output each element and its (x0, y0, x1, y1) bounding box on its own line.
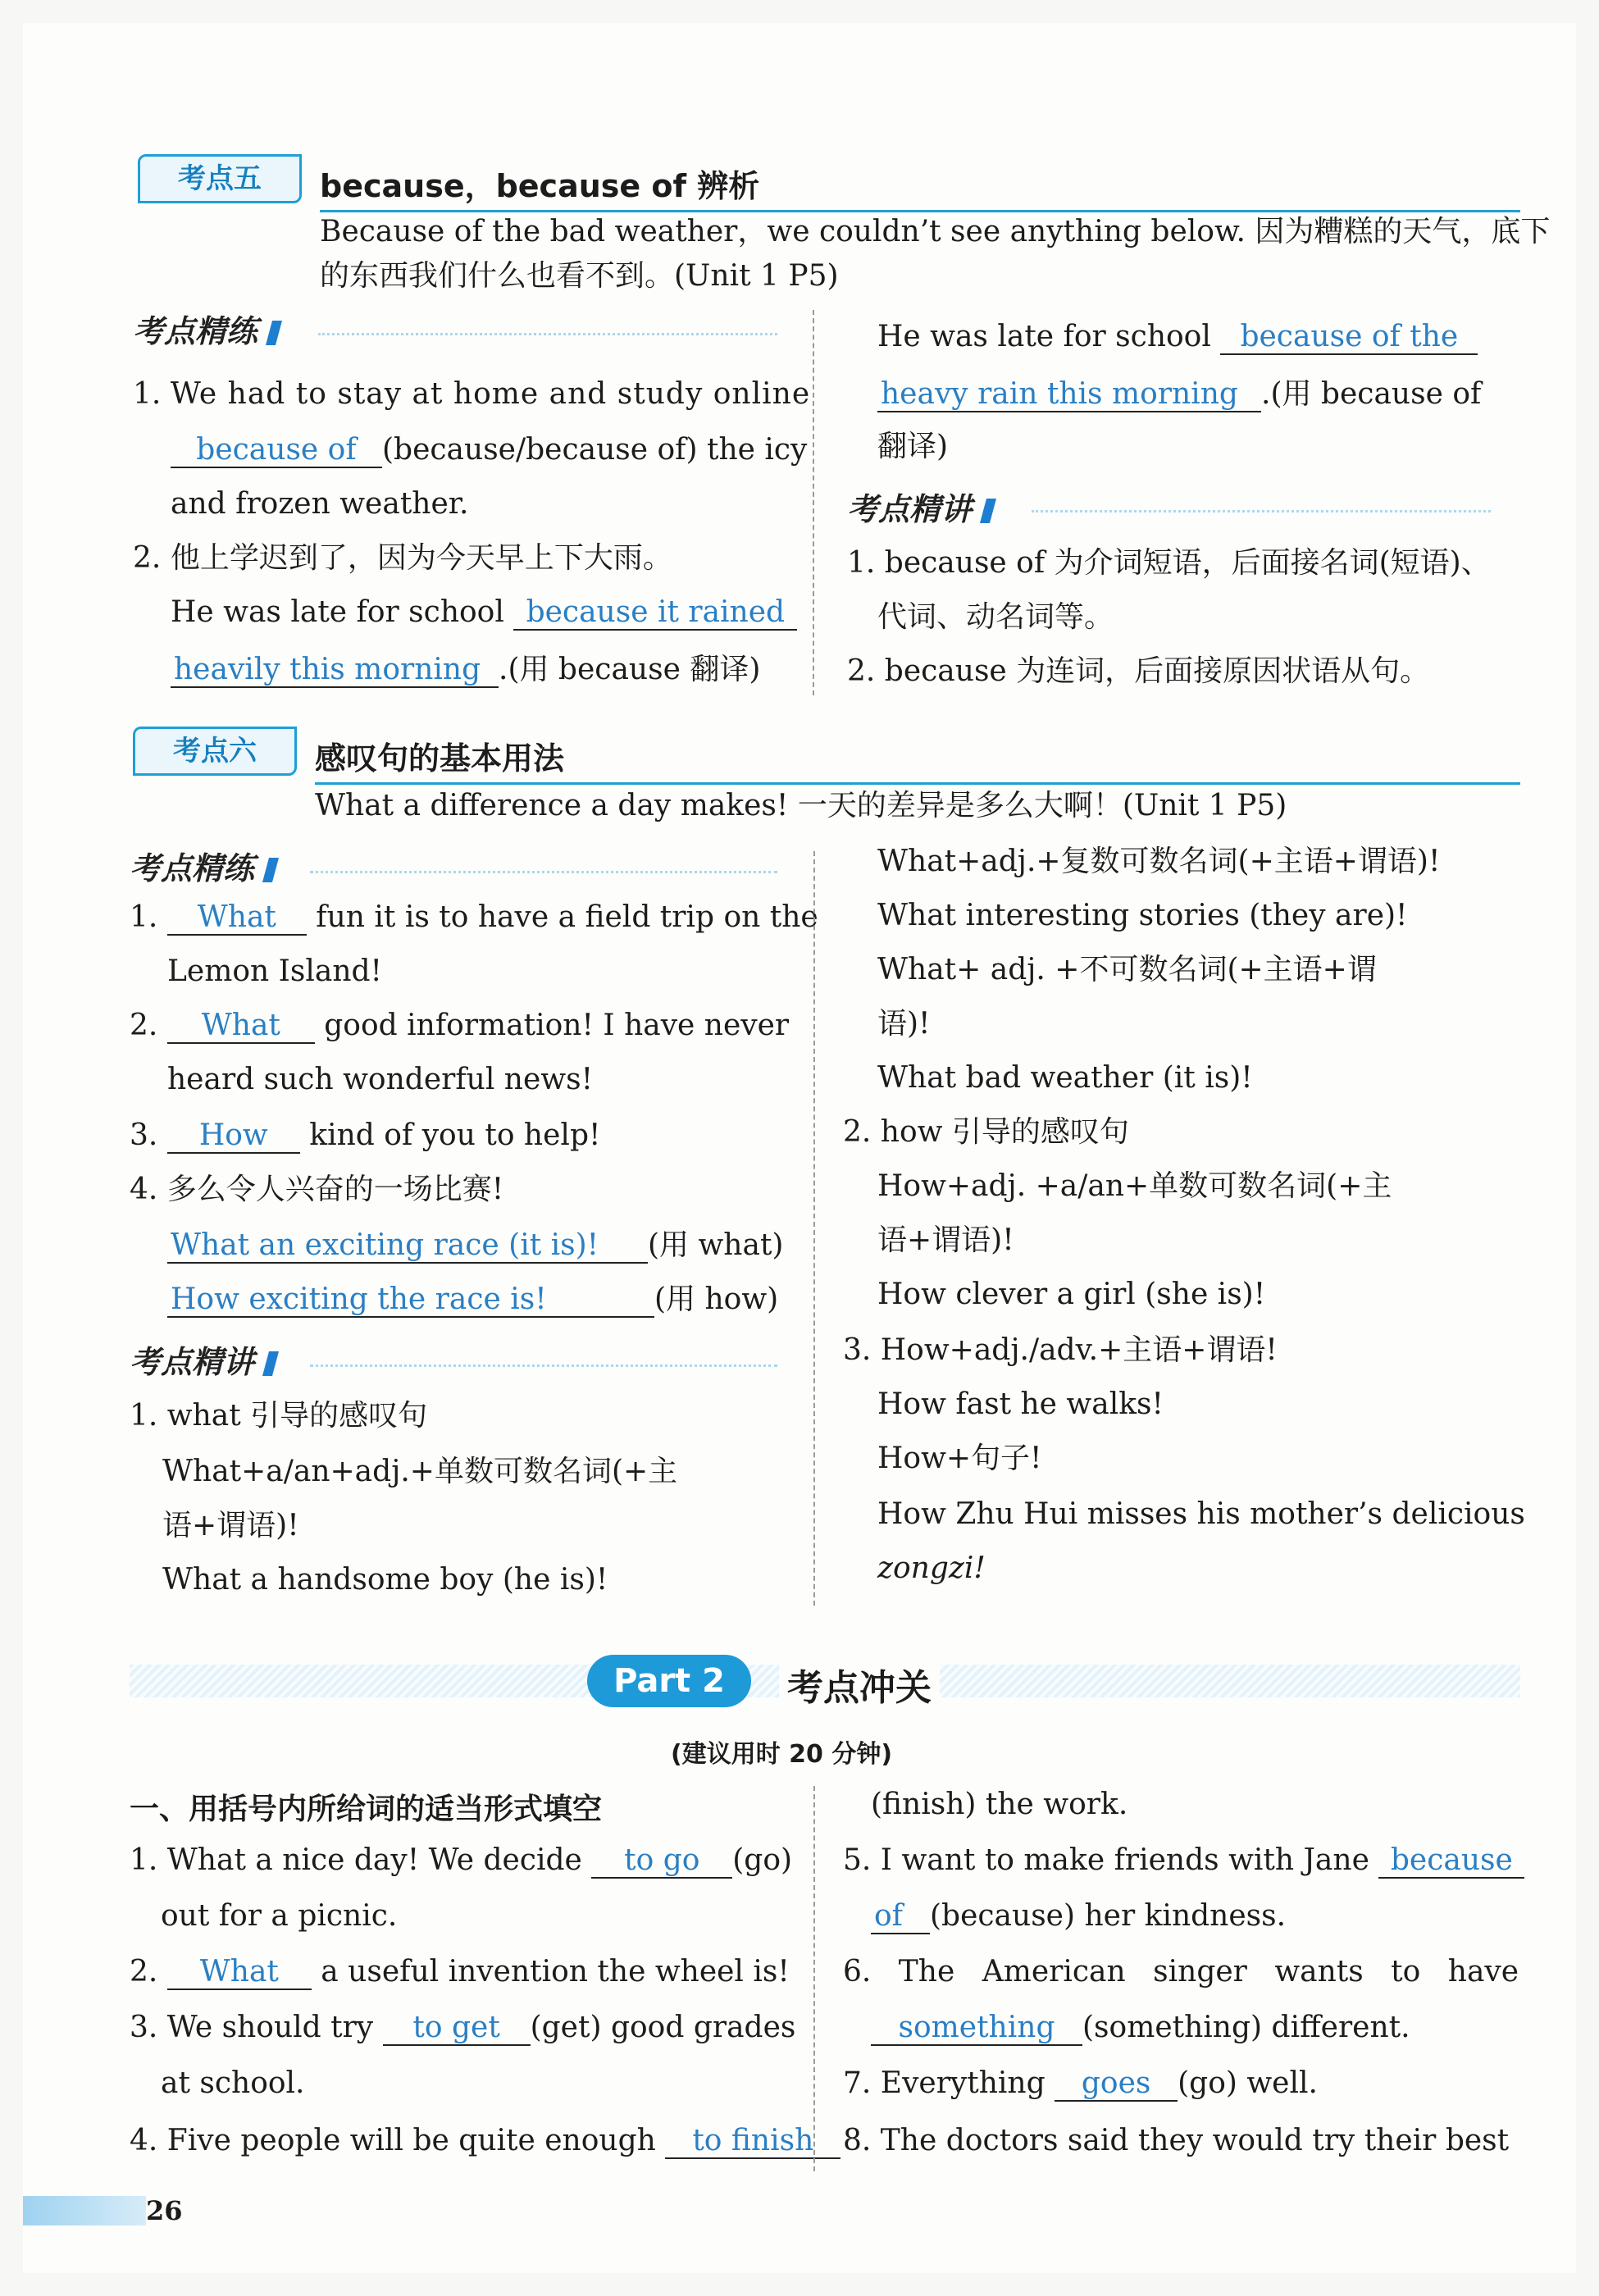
section6-explain-heading: 考点精讲 (130, 1337, 276, 1382)
s5-q2-line3: heavily this morning .(用 because 翻译) (171, 651, 760, 688)
section5-practice-heading: 考点精练 (133, 306, 279, 351)
heading-mark-icon (262, 1351, 279, 1376)
section6-title: 感叹句的基本用法 (315, 740, 565, 777)
p2-q5-line2: of (because) her kindness. (871, 1897, 1286, 1934)
s6-q4-line: 4. 多么令人兴奋的一场比赛! (130, 1173, 504, 1206)
s5-q2b-answer-part1[interactable]: because of the (1220, 320, 1478, 355)
p2-q4-answer[interactable]: to finish (665, 2124, 840, 2159)
p2-q6-line1: 6. The American singer wants to have (843, 1955, 1519, 1988)
footer-bar (23, 2196, 146, 2225)
s6-explain-r1: What+adj.+复数可数名词(+主语+谓语)! (877, 845, 1441, 878)
dotted-divider (310, 1364, 777, 1367)
p2-q1-line1: 1. What a nice day! We decide to go (go) (130, 1842, 792, 1879)
s5-explain-1b: 代词、动名词等。 (877, 600, 1114, 634)
s5-q1-line3: and frozen weather. (171, 487, 469, 521)
s5-q2-right-line2: heavy rain this morning .(用 because of (877, 376, 1481, 412)
s6-q1-line2: Lemon Island! (167, 954, 383, 988)
dotted-divider (1032, 510, 1491, 512)
s5-q1-answer[interactable]: because of (171, 433, 382, 468)
p2-q1-line2: out for a picnic. (161, 1899, 398, 1933)
s5-q2-right-line1: He was late for school because of the (877, 318, 1478, 355)
section5-example-line1: Because of the bad weather，we couldn’t see anything below. 因为糟糕的天气，底下 (320, 215, 1551, 248)
s6-explain-r6: 2. how 引导的感叹句 (843, 1115, 1129, 1149)
s5-q1-line1: 1. We had to stay at home and study online (133, 377, 811, 411)
p2-q3-line1: 3. We should try to get (get) good grades (130, 2009, 795, 2046)
p2-q6-answer[interactable]: something (871, 2011, 1082, 2046)
s5-q2-answer-part1[interactable]: because it rained (513, 595, 797, 631)
s5-q2-line2: He was late for school because it rained (171, 594, 797, 631)
page-number: 26 (146, 2195, 183, 2226)
p2-q5-answer-part1[interactable]: because (1378, 1843, 1524, 1879)
section6-rule (315, 782, 1520, 785)
heading-mark-icon (980, 499, 996, 523)
p2-q5-answer-part2[interactable]: of (871, 1899, 930, 1934)
s6-q4-answer1-line: What an exciting race (it is)! (用 what) (167, 1227, 783, 1264)
s6-explain-l1: 1. what 引导的感叹句 (130, 1399, 428, 1433)
s6-explain-r12: How+句子! (877, 1442, 1042, 1475)
s6-explain-r8: 语+谓语)! (877, 1223, 1014, 1257)
p2-q1-answer[interactable]: to go (591, 1843, 732, 1879)
s6-explain-r14: zongzi! (877, 1551, 986, 1585)
s5-q1-line2: because of (because/because of) the icy (171, 431, 807, 468)
section5-tag: 考点五 (138, 154, 302, 203)
s6-explain-r9: How clever a girl (she is)! (877, 1278, 1266, 1311)
p2-q6-line2: something (something) different. (871, 2009, 1410, 2046)
s6-explain-l3: 语+谓语)! (162, 1509, 299, 1542)
column-divider (813, 310, 814, 695)
part2-time-hint: (建议用时 20 分钟) (671, 1740, 893, 1769)
s6-explain-r2: What interesting stories (they are)! (877, 899, 1408, 932)
s6-q1-answer[interactable]: What (167, 900, 307, 936)
part2-title: 考点冲关 (779, 1658, 940, 1711)
p2-q3-line2: at school. (161, 2066, 305, 2100)
p2-q5-line1: 5. I want to make friends with Jane because (843, 1842, 1524, 1879)
p2-q2-answer[interactable]: What (167, 1955, 312, 1990)
dotted-divider (310, 871, 777, 873)
s6-q4-answer-what[interactable]: What an exciting race (it is)! (167, 1228, 648, 1264)
s6-q2-line1: 2. What good information! I have never (130, 1007, 789, 1044)
p2-q4-continued: (finish) the work. (871, 1788, 1128, 1821)
s6-q4-answer2-line: How exciting the race is! (用 how) (167, 1281, 778, 1318)
s6-explain-r3: What+ adj. +不可数名词(+主语+谓 (877, 953, 1377, 986)
s5-q2-line1: 2. 他上学迟到了，因为今天早上下大雨。 (133, 541, 672, 575)
heading-mark-icon (262, 858, 279, 882)
s6-explain-l2: What+a/an+adj.+单数可数名词(+主 (162, 1455, 678, 1488)
workbook-page (23, 23, 1576, 2273)
s6-explain-r10: 3. How+adj./adv.+主语+谓语! (843, 1333, 1278, 1367)
column-divider (813, 851, 815, 1606)
p2-q4-line: 4. Five people will be quite enough to finish (130, 2122, 840, 2159)
s5-explain-1a: 1. because of 为介词短语，后面接名词(短语)、 (847, 546, 1491, 580)
section6-example: What a difference a day makes! 一天的差异是多么大啊！(Unit 1 P5) (315, 789, 1287, 822)
section5-explain-heading: 考点精讲 (847, 484, 993, 529)
s6-q2-line2: heard such wonderful news! (167, 1063, 594, 1096)
s6-explain-r5: What bad weather (it is)! (877, 1061, 1253, 1095)
s6-explain-r7: How+adj. +a/an+单数可数名词(+主 (877, 1169, 1392, 1203)
section5-rule (320, 210, 1520, 212)
s6-q1-line1: 1. What fun it is to have a field trip on the (130, 899, 818, 936)
p2-q7-line: 7. Everything goes (go) well. (843, 2065, 1318, 2102)
p2-q7-answer[interactable]: goes (1055, 2066, 1178, 2102)
s5-explain-2: 2. because 为连词，后面接原因状语从句。 (847, 654, 1430, 688)
section5-title: because，because of 辨析 (320, 168, 760, 204)
part2-pill: Part 2 (587, 1655, 751, 1707)
s6-explain-r4: 语)! (877, 1007, 931, 1041)
section6-practice-heading: 考点精练 (130, 843, 276, 888)
p2-q8-line: 8. The doctors said they would try their best (843, 2124, 1510, 2157)
s5-q2-answer-part2[interactable]: heavily this morning (171, 653, 499, 688)
dotted-divider (318, 333, 777, 335)
s6-q4-answer-how[interactable]: How exciting the race is! (167, 1282, 654, 1318)
section5-example-line2: 的东西我们什么也看不到。(Unit 1 P5) (320, 259, 839, 293)
s5-q2b-answer-part2[interactable]: heavy rain this morning (877, 377, 1261, 412)
s6-explain-l4: What a handsome boy (he is)! (162, 1563, 608, 1597)
s6-q3-answer[interactable]: How (167, 1118, 300, 1154)
s6-explain-r13: How Zhu Hui misses his mother’s delicious (877, 1497, 1525, 1531)
s5-q2-right-line3: 翻译) (877, 430, 949, 463)
p2-q2-line: 2. What a useful invention the wheel is! (130, 1953, 790, 1990)
heading-mark-icon (266, 321, 282, 345)
part2-section-title: 一、用括号内所给词的适当形式填空 (130, 1793, 603, 1826)
section6-tag: 考点六 (133, 727, 297, 776)
s6-explain-r11: How fast he walks! (877, 1387, 1164, 1421)
s6-q2-answer[interactable]: What (167, 1009, 315, 1044)
s6-q3-line: 3. How kind of you to help! (130, 1117, 600, 1154)
p2-q3-answer[interactable]: to get (383, 2011, 531, 2046)
column-divider (813, 1786, 815, 2171)
